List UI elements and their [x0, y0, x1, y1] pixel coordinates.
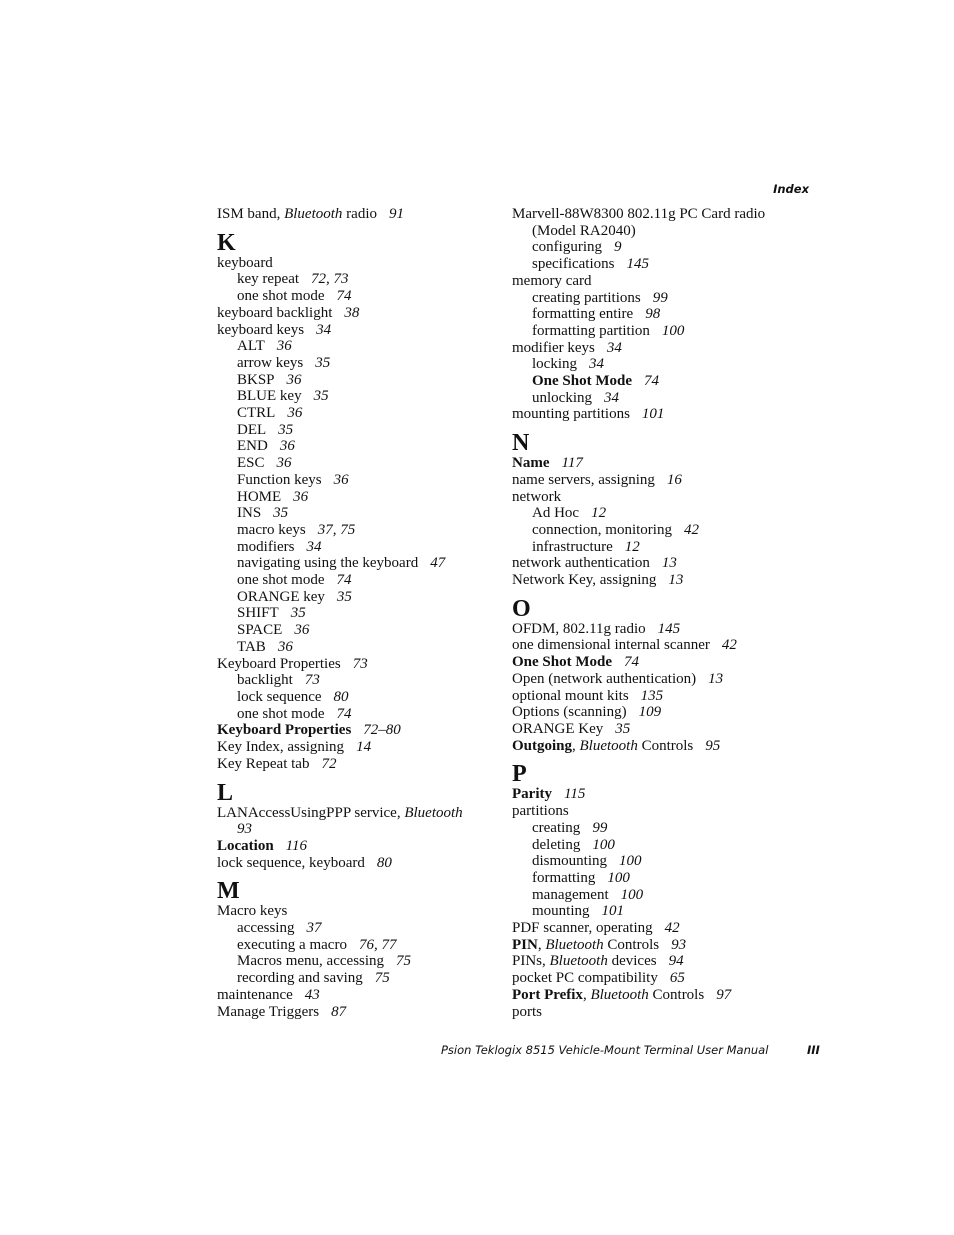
- index-subentry: [512, 256, 812, 273]
- page-ref: 36: [293, 488, 309, 505]
- entry-term: Function keys: [237, 471, 322, 488]
- index-entry: [217, 805, 487, 822]
- page-ref: 100: [607, 869, 630, 886]
- index-subentry: [512, 837, 812, 854]
- entry-term: optional mount kits: [512, 687, 629, 704]
- page-ref: 145: [657, 620, 681, 637]
- entry-term: Port Prefix: [512, 986, 583, 1003]
- entry-term: SPACE: [237, 622, 283, 639]
- entry-term: Bluetooth: [549, 953, 608, 970]
- index-subentry: [512, 522, 812, 539]
- index-subentry: [217, 489, 487, 506]
- entry-term: unlocking: [532, 389, 592, 406]
- entry-term: locking: [532, 356, 577, 373]
- letter-heading: K: [217, 229, 236, 256]
- letter-heading: P: [512, 761, 527, 788]
- entry-term: memory card: [512, 272, 592, 289]
- page-ref: 76, 77: [358, 936, 397, 953]
- index-subentry: [217, 555, 487, 572]
- entry-term: configuring: [532, 239, 602, 256]
- index-entry: [512, 920, 812, 937]
- index-subentry: [512, 356, 812, 373]
- letter-heading: M: [217, 878, 240, 905]
- index-subentry: [217, 455, 487, 472]
- index-continuation: [217, 821, 487, 838]
- index-entry: [512, 953, 812, 970]
- index-entry: [512, 704, 812, 721]
- entry-term: management: [532, 886, 609, 903]
- entry-term: Bluetooth: [404, 804, 463, 821]
- index-entry: [512, 738, 812, 755]
- entry-term: Macros menu, accessing: [237, 953, 385, 970]
- page-ref: 37: [306, 920, 322, 937]
- entry-term: mounting: [532, 903, 590, 920]
- index-subentry: [217, 639, 487, 656]
- page-ref: 80: [376, 854, 392, 871]
- page-ref: 87: [331, 1003, 347, 1020]
- entry-term: network authentication: [512, 555, 650, 572]
- index-column-right: [512, 206, 812, 1020]
- footer-manual-title: Psion Teklogix 8515 Vehicle-Mount Terminal User Manual: [441, 1043, 769, 1057]
- index-entry: [217, 305, 487, 322]
- page-ref: 36: [276, 338, 292, 355]
- entry-term: accessing: [237, 920, 295, 937]
- page-ref: 109: [638, 704, 662, 721]
- index-subentry: [512, 887, 812, 904]
- page-ref: 75: [396, 953, 412, 970]
- index-entry: [512, 688, 812, 705]
- entry-term: (Model RA2040): [532, 222, 636, 239]
- page-ref: 101: [601, 903, 625, 920]
- index-entry: [512, 937, 812, 954]
- entry-term: ISM band,: [217, 206, 285, 222]
- index-subentry: [217, 288, 487, 305]
- entry-term: Controls: [637, 737, 694, 754]
- index-subentry: [512, 539, 812, 556]
- page-ref: 42: [683, 521, 699, 538]
- index-subentry: [217, 689, 487, 706]
- entry-term: name servers, assigning: [512, 471, 655, 488]
- page-ref: 117: [561, 455, 583, 472]
- entry-term: ,: [537, 936, 546, 953]
- entry-term: navigating using the keyboard: [237, 555, 419, 572]
- page-ref: 72–80: [363, 722, 401, 739]
- index-subentry: [512, 820, 812, 837]
- entry-term: ,: [572, 737, 580, 754]
- entry-term: one dimensional internal scanner: [512, 637, 710, 654]
- entry-term: Ad Hoc: [532, 505, 580, 522]
- entry-term: PIN: [512, 936, 538, 953]
- entry-term: Bluetooth: [579, 737, 638, 754]
- entry-term: infrastructure: [532, 538, 613, 555]
- entry-term: INS: [237, 505, 262, 522]
- entry-term: OFDM, 802.11g radio: [512, 620, 646, 637]
- entry-term: keyboard keys: [217, 321, 305, 338]
- entry-term: connection, monitoring: [532, 521, 672, 538]
- index-subentry: [217, 472, 487, 489]
- entry-term: DEL: [237, 421, 267, 438]
- page-ref: 34: [316, 321, 332, 338]
- entry-term: Bluetooth: [284, 206, 343, 222]
- entry-term: backlight: [237, 672, 293, 689]
- entry-term: LANAccessUsingPPP service,: [217, 804, 405, 821]
- page-ref: 36: [287, 405, 303, 422]
- index-subentry: [217, 522, 487, 539]
- page-ref: 74: [336, 705, 352, 722]
- page-ref: 12: [624, 538, 640, 555]
- entry-term: formatting entire: [532, 306, 634, 323]
- entry-term: radio: [342, 206, 377, 222]
- page-ref: 42: [721, 637, 737, 654]
- entry-term: PDF scanner, operating: [512, 920, 653, 937]
- entry-term: ALT: [237, 338, 265, 355]
- entry-term: Location: [217, 837, 274, 854]
- running-header: Index: [773, 182, 809, 196]
- index-entry: [512, 721, 812, 738]
- entry-term: Marvell-88W8300 802.11g PC Card radio: [512, 206, 766, 222]
- index-entry: [512, 970, 812, 987]
- index-entry: [217, 1004, 487, 1021]
- entry-term: Controls: [603, 936, 660, 953]
- page-ref: 72, 73: [311, 271, 349, 288]
- index-subentry: [512, 853, 812, 870]
- index-entry: [512, 621, 812, 638]
- entry-term: maintenance: [217, 986, 293, 1003]
- entry-term: ORANGE Key: [512, 720, 604, 737]
- page-ref: 14: [356, 739, 372, 756]
- page-ref: 74: [644, 373, 660, 390]
- entry-term: PINs,: [512, 953, 550, 970]
- index-entry: [217, 855, 487, 872]
- entry-term: Network Key, assigning: [512, 572, 657, 589]
- page-ref: 35: [336, 588, 352, 605]
- page-ref: 36: [279, 438, 295, 455]
- entry-term: one shot mode: [237, 288, 325, 305]
- page-ref: 35: [278, 421, 294, 438]
- index-entry: [512, 654, 812, 671]
- page-ref: 38: [344, 304, 360, 321]
- page-ref: 135: [640, 687, 664, 704]
- page-ref: 74: [336, 572, 352, 589]
- index-subentry: [512, 323, 812, 340]
- entry-term: one shot mode: [237, 705, 325, 722]
- entry-term: Outgoing: [512, 737, 573, 754]
- index-subentry: [217, 505, 487, 522]
- entry-term: BLUE key: [237, 388, 302, 405]
- index-entry: [512, 273, 812, 290]
- index-entry: [512, 572, 812, 589]
- entry-term: Macro keys: [217, 903, 288, 920]
- page-ref: 74: [624, 654, 640, 671]
- index-column-left: [217, 206, 487, 1020]
- page-ref: 101: [641, 406, 665, 423]
- index-subentry: [512, 505, 812, 522]
- index-subentry: [217, 937, 487, 954]
- entry-term: recording and saving: [237, 970, 363, 987]
- index-entry: [512, 786, 812, 803]
- index-subentry: [217, 438, 487, 455]
- page-ref: 100: [592, 836, 615, 853]
- index-entry: [512, 1004, 812, 1021]
- index-entry: [217, 206, 487, 223]
- page-ref: 9: [613, 239, 622, 256]
- entry-term: TAB: [237, 638, 266, 655]
- index-subentry: [512, 239, 812, 256]
- index-subentry: [217, 405, 487, 422]
- page-ref: 94: [668, 953, 684, 970]
- entry-term: mounting partitions: [512, 406, 630, 423]
- entry-term: ,: [582, 986, 591, 1003]
- page-ref: 36: [277, 638, 293, 655]
- page-ref: 74: [336, 288, 352, 305]
- index-entry: [217, 722, 487, 739]
- entry-term: partitions: [512, 803, 569, 820]
- entry-term: lock sequence: [237, 688, 322, 705]
- index-entry: [512, 340, 812, 357]
- letter-heading: L: [217, 779, 234, 806]
- entry-term: dismounting: [532, 853, 608, 870]
- page-ref: 35: [315, 354, 331, 371]
- page-ref: 13: [661, 555, 677, 572]
- page-ref: 100: [661, 322, 685, 339]
- entry-term: modifier keys: [512, 339, 595, 356]
- index-subentry: [512, 290, 812, 307]
- entry-term: devices: [607, 953, 657, 970]
- index-subentry: [217, 672, 487, 689]
- page-ref: 16: [666, 471, 682, 488]
- index-subentry: [512, 390, 812, 407]
- entry-term: Keyboard Properties: [217, 655, 341, 672]
- page-ref: 36: [276, 455, 292, 472]
- page-ref: 100: [619, 853, 642, 870]
- index-subentry: [217, 422, 487, 439]
- index-subentry: [217, 622, 487, 639]
- index-entry: [217, 903, 487, 920]
- entry-term: ORANGE key: [237, 588, 325, 605]
- page-ref: 95: [705, 737, 721, 754]
- letter-heading: N: [512, 430, 530, 457]
- entry-term: CTRL: [237, 405, 276, 422]
- letter-heading: O: [512, 595, 531, 622]
- page-ref: 34: [604, 389, 619, 406]
- entry-term: Parity: [512, 786, 552, 803]
- page-ref: 34: [606, 339, 622, 356]
- page-ref: 35: [290, 605, 306, 622]
- entry-term: Key Index, assigning: [217, 739, 345, 756]
- entry-term: Manage Triggers: [217, 1003, 320, 1020]
- entry-term: Open (network authentication): [512, 670, 697, 687]
- entry-term: deleting: [532, 836, 581, 853]
- page-ref: 99: [592, 819, 608, 836]
- entry-term: HOME: [237, 488, 282, 505]
- page-ref: 42: [664, 920, 680, 937]
- entry-term: macro keys: [237, 521, 306, 538]
- entry-term: key repeat: [237, 271, 300, 288]
- index-subentry: [217, 605, 487, 622]
- entry-term: Bluetooth: [590, 986, 649, 1003]
- index-entry: [512, 555, 812, 572]
- page-ref: 35: [313, 388, 329, 405]
- index-entry: [512, 987, 812, 1004]
- page-number: III: [807, 1043, 820, 1057]
- entry-term: Key Repeat tab: [217, 755, 310, 772]
- index-subentry: [512, 373, 812, 390]
- page-ref: 65: [669, 970, 685, 987]
- index-subentry: [217, 539, 487, 556]
- entry-term: Options (scanning): [512, 704, 627, 721]
- index-subentry: [512, 870, 812, 887]
- index-subentry: [217, 920, 487, 937]
- index-entry: [217, 656, 487, 673]
- index-subentry: [217, 372, 487, 389]
- entry-term: formatting: [532, 869, 596, 886]
- page-ref: 75: [374, 970, 390, 987]
- index-subentry: [217, 388, 487, 405]
- page-ref: 91: [389, 206, 404, 222]
- index-entry: [512, 472, 812, 489]
- page-ref: 93: [671, 936, 687, 953]
- page-ref: 73: [352, 655, 368, 672]
- entry-term: ports: [512, 1003, 542, 1020]
- page-ref: 98: [645, 306, 661, 323]
- entry-term: keyboard: [217, 254, 273, 271]
- page-ref: 35: [273, 505, 289, 522]
- entry-term: specifications: [532, 256, 615, 273]
- index-entry: [512, 206, 812, 223]
- entry-term: BKSP: [237, 371, 275, 388]
- entry-term: One Shot Mode: [532, 373, 633, 390]
- page-ref: 13: [708, 670, 724, 687]
- index-subentry: [217, 355, 487, 372]
- index-entry: [512, 489, 812, 506]
- page-ref: 115: [563, 786, 586, 803]
- entry-term: lock sequence, keyboard: [217, 854, 365, 871]
- page-ref: 13: [668, 572, 684, 589]
- index-entry: [512, 803, 812, 820]
- index-entry: [512, 406, 812, 423]
- page-ref: 145: [626, 256, 649, 273]
- index-subentry: [217, 953, 487, 970]
- entry-term: ESC: [237, 455, 265, 472]
- page-ref: 36: [294, 622, 310, 639]
- entry-term: One Shot Mode: [512, 654, 613, 671]
- index-subentry: [217, 338, 487, 355]
- page-ref: 37, 75: [317, 521, 356, 538]
- page-ref: 80: [333, 688, 349, 705]
- entry-term: creating: [532, 819, 581, 836]
- entry-term: Controls: [648, 986, 705, 1003]
- entry-term: SHIFT: [237, 605, 279, 622]
- index-subentry: [217, 970, 487, 987]
- index-entry: [217, 987, 487, 1004]
- index-entry: [217, 756, 487, 773]
- index-entry: [512, 455, 812, 472]
- index-subentry: [512, 306, 812, 323]
- page-ref: 73: [304, 672, 320, 689]
- page-ref: 35: [615, 720, 631, 737]
- entry-term: keyboard backlight: [217, 304, 333, 321]
- page-ref: 100: [620, 886, 644, 903]
- index-subentry: [217, 572, 487, 589]
- page-ref: 36: [286, 371, 302, 388]
- entry-term: network: [512, 488, 562, 505]
- page-ref: 97: [716, 986, 732, 1003]
- entry-term: pocket PC compatibility: [512, 970, 658, 987]
- index-subentry: [217, 589, 487, 606]
- index-entry: [512, 637, 812, 654]
- entry-term: executing a macro: [237, 936, 347, 953]
- page-ref: 34: [306, 538, 322, 555]
- index-subentry: [512, 223, 812, 240]
- index-entry: [217, 322, 487, 339]
- index-entry: [217, 255, 487, 272]
- page-ref: 47: [430, 555, 446, 572]
- page-ref: 72: [321, 755, 337, 772]
- entry-term: Keyboard Properties: [217, 722, 352, 739]
- entry-term: creating partitions: [532, 289, 641, 306]
- page-ref: 36: [333, 471, 349, 488]
- index-subentry: [217, 706, 487, 723]
- page-ref: 99: [652, 289, 668, 306]
- index-subentry: [512, 903, 812, 920]
- entry-term: one shot mode: [237, 572, 325, 589]
- page-ref: 43: [304, 986, 320, 1003]
- page-ref: 93: [237, 821, 252, 838]
- entry-term: formatting partition: [532, 322, 650, 339]
- entry-term: Name: [512, 455, 550, 472]
- entry-term: arrow keys: [237, 354, 304, 371]
- page-ref: 12: [591, 505, 607, 522]
- index-entry: [217, 739, 487, 756]
- page-ref: 116: [285, 837, 308, 854]
- index-entry: [512, 671, 812, 688]
- entry-term: modifiers: [237, 538, 295, 555]
- entry-term: END: [237, 438, 268, 455]
- page-ref: 34: [589, 356, 604, 373]
- entry-term: Bluetooth: [545, 936, 604, 953]
- index-subentry: [217, 271, 487, 288]
- index-entry: [217, 838, 487, 855]
